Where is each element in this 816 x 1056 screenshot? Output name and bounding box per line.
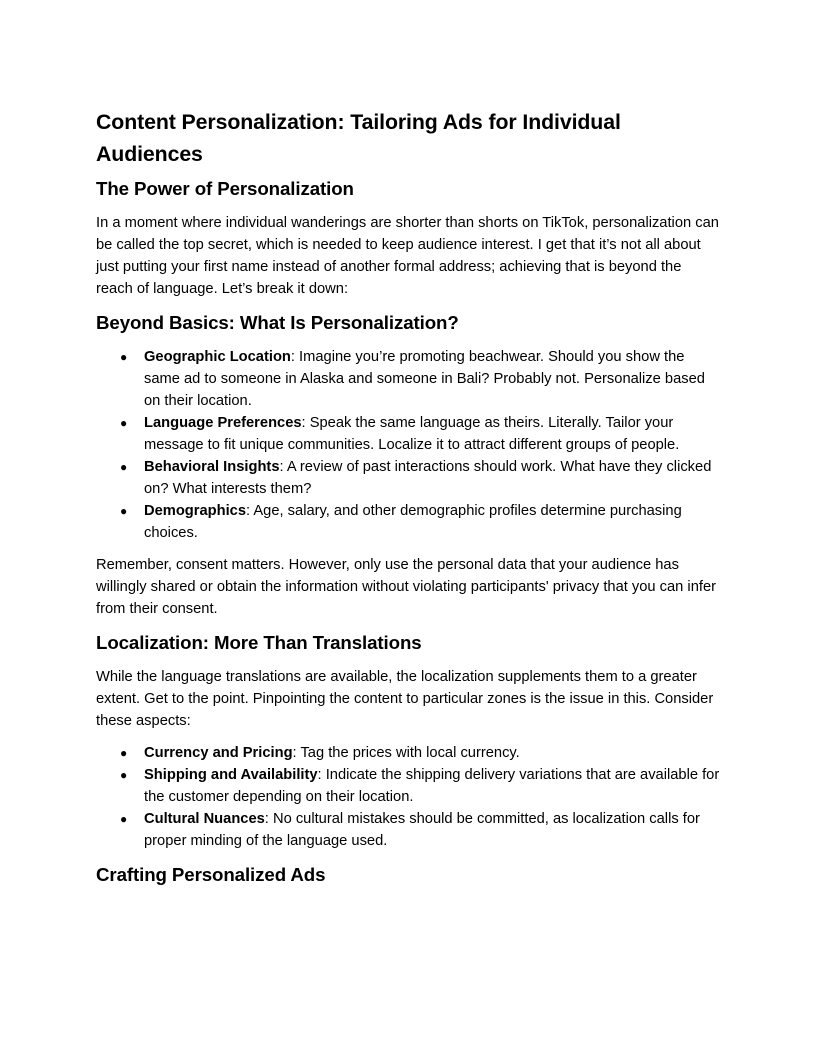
- paragraph-power: In a moment where individual wanderings are shorter than shorts on TikTok, personalization can be called the top secret, which is needed to keep audience interest. I get that it’s not all about just putting your first name instead of another formal address; achieving that is beyond the reach of language. Let’s break it down:: [96, 215, 719, 297]
- list-item-term: Currency and Pricing: [144, 745, 293, 761]
- section-heading-power: The Power of Personalization: [96, 178, 354, 199]
- document-page: [96, 106, 720, 898]
- bullet-icon: ●: [120, 504, 128, 518]
- list-item-term: Language Preferences: [144, 415, 302, 431]
- list-item: [120, 456, 720, 500]
- list-item-text: : No cultural mistakes should be committed, as localization calls for proper minding of the language used.: [144, 811, 700, 849]
- paragraph-consent: Remember, consent matters. However, only use the personal data that your audience has willingly shared or obtain the information without violating participants' privacy that you can infer from their consent.: [96, 557, 717, 617]
- section-heading-localization: Localization: More Than Translations: [96, 632, 422, 653]
- bullet-list-localization: [96, 742, 720, 852]
- list-item-term: Geographic Location: [144, 349, 291, 365]
- bullet-icon: ●: [120, 416, 128, 430]
- bullet-icon: ●: [120, 350, 128, 364]
- list-item: [120, 764, 720, 808]
- list-item-term: Shipping and Availability: [144, 767, 318, 783]
- list-item-term: Demographics: [144, 503, 247, 519]
- list-item: [120, 808, 720, 852]
- list-item-term: Cultural Nuances: [144, 811, 265, 827]
- list-item: [120, 412, 720, 456]
- bullet-list-basics: [96, 346, 720, 544]
- section-heading-basics: Beyond Basics: What Is Personalization?: [96, 312, 459, 333]
- section-heading-crafting: Crafting Personalized Ads: [96, 864, 326, 885]
- bullet-icon: ●: [120, 768, 128, 782]
- document-title: Content Personalization: Tailoring Ads for Individual Audiences: [96, 110, 621, 166]
- paragraph-localization: While the language translations are available, the localization supplements them to a greater extent. Get to the point. Pinpointing the content to particular zones is the issue in this. Consider these aspects:: [96, 669, 714, 729]
- list-item-text: : Speak the same language as theirs. Literally. Tailor your message to fit unique communities. Localize it to attract different groups of people.: [144, 415, 680, 453]
- list-item: [120, 742, 720, 764]
- list-item-term: Behavioral Insights: [144, 459, 280, 475]
- list-item-text: : Tag the prices with local currency.: [292, 745, 520, 761]
- bullet-icon: ●: [120, 460, 128, 474]
- list-item-text: : Age, salary, and other demographic profiles determine purchasing choices.: [144, 503, 682, 541]
- list-item-text: : Indicate the shipping delivery variations that are available for the customer depending on their location.: [144, 767, 720, 805]
- list-item-text: : Imagine you’re promoting beachwear. Should you show the same ad to someone in Alaska and someone in Bali? Probably not. Personalize based on their location.: [144, 349, 705, 409]
- list-item-text: : A review of past interactions should work. What have they clicked on? What interests them?: [144, 459, 712, 497]
- bullet-icon: ●: [120, 812, 128, 826]
- bullet-icon: ●: [120, 746, 128, 760]
- list-item: [120, 346, 720, 412]
- list-item: [120, 500, 720, 544]
